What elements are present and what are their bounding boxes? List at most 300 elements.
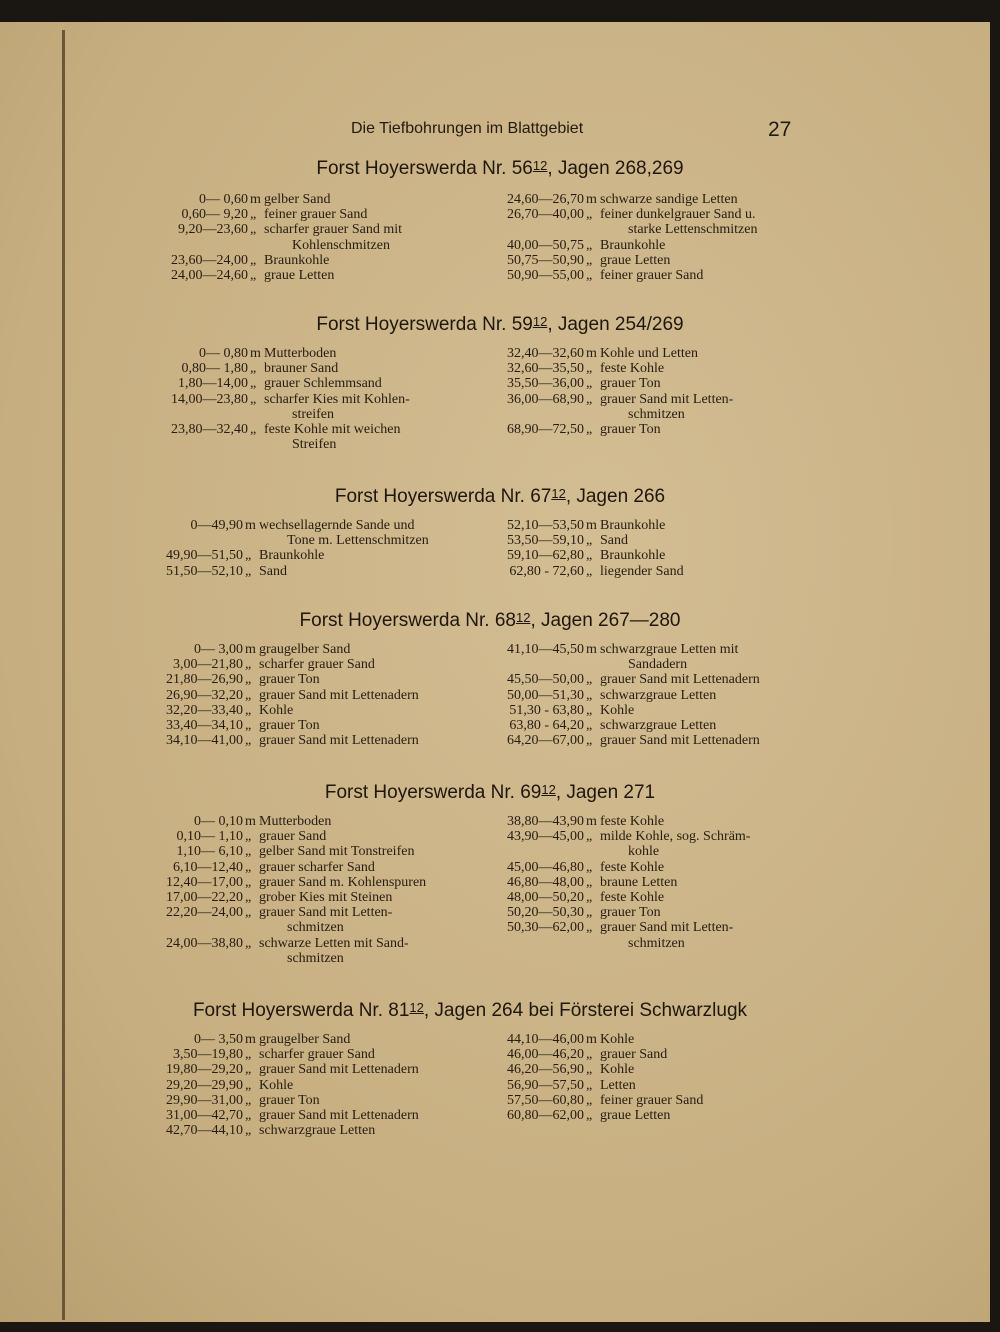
unit-mark: „: [586, 733, 593, 749]
right-layer-column: [507, 642, 760, 749]
layer-description: gelber Sand mit Tonstreifen: [259, 844, 415, 860]
layer-description: kohle: [628, 844, 660, 860]
right-layer-column: [507, 192, 758, 283]
layer-description: grauer Sand mit Lettenadern: [259, 1062, 419, 1078]
layer-description: schwarzgraue Letten: [600, 687, 717, 703]
unit-mark: „: [245, 1062, 252, 1078]
left-layer-column: [166, 642, 419, 749]
well-number: 81: [388, 1000, 410, 1021]
layer-row: [507, 361, 733, 377]
title-prefix: Forst Hoyerswerda Nr.: [192, 1000, 389, 1021]
layer-description: Kohle: [600, 1062, 635, 1078]
depth-range: 48,00—50,20: [507, 889, 584, 905]
left-layer-column: [166, 814, 427, 966]
depth-range: 3,00—21,80: [173, 657, 243, 673]
layer-description: streifen: [292, 406, 334, 422]
depth-range: 0—49,90: [190, 518, 243, 533]
layer-description: Tone m. Lettenschmitzen: [287, 533, 429, 549]
unit-mark: „: [250, 391, 257, 407]
layer-row: [245, 920, 426, 935]
depth-range: 46,20—56,90: [507, 1062, 584, 1078]
well-number: 69: [520, 782, 542, 803]
depth-range: 31,00—42,70: [166, 1107, 243, 1123]
layer-description: Kohle und Letten: [600, 346, 698, 361]
depth-range: 24,00—38,80: [166, 935, 243, 951]
left-layer-column: [171, 192, 402, 283]
layer-description: Braunkohle: [600, 518, 666, 533]
title-prefix: Forst Hoyerswerda Nr.: [316, 314, 512, 335]
layer-row: [166, 687, 419, 703]
unit-mark: „: [245, 717, 252, 733]
depth-range: 0— 3,50: [194, 1032, 243, 1047]
layer-description: grauer Ton: [259, 717, 320, 733]
depth-range: 56,90—57,50: [507, 1077, 584, 1093]
layer-description: schmitzen: [287, 920, 344, 936]
depth-range: 19,80—29,20: [166, 1062, 243, 1078]
layer-description: grober Kies mit Steinen: [259, 889, 393, 905]
section-title: [0, 782, 990, 804]
layer-description: feste Kohle: [600, 889, 665, 905]
depth-range: 44,10—46,00: [507, 1032, 584, 1047]
layer-description: Braunkohle: [259, 548, 325, 564]
layer-description: feste Kohle: [600, 814, 665, 829]
layer-description: grauer Ton: [600, 376, 661, 392]
well-number: 56: [511, 158, 533, 179]
left-layer-column: [166, 1032, 419, 1139]
layer-row: [507, 192, 757, 207]
depth-range: 0— 0,80: [199, 346, 248, 361]
title-prefix: Forst Hoyerswerda Nr.: [324, 782, 521, 803]
unit-mark: „: [586, 702, 593, 718]
depth-range: 51,50—52,10: [166, 563, 243, 579]
depth-range: 45,50—50,00: [507, 672, 584, 688]
unit-mark: m: [586, 1032, 597, 1047]
depth-range: 3,50—19,80: [173, 1047, 243, 1063]
title-suffix: , Jagen 267—280: [530, 610, 681, 631]
layer-description: Mutterboden: [264, 346, 337, 361]
layer-row: [509, 563, 684, 579]
layer-description: grauer Sand: [600, 1047, 668, 1063]
layer-row: [171, 421, 410, 437]
depth-range: 23,60—24,00: [171, 252, 248, 268]
depth-range: 29,90—31,00: [166, 1092, 243, 1108]
unit-mark: „: [245, 844, 252, 860]
layer-row: [166, 548, 429, 564]
layer-description: Kohle: [600, 702, 635, 718]
layer-description: grauer Ton: [600, 905, 661, 921]
depth-range: 38,80—43,90: [507, 814, 584, 829]
unit-mark: „: [586, 533, 593, 549]
layer-description: grauer Ton: [259, 1092, 320, 1108]
depth-range: 22,20—24,00: [166, 905, 243, 921]
unit-mark: m: [245, 1032, 256, 1047]
unit-mark: „: [586, 905, 593, 921]
unit-mark: „: [586, 207, 593, 223]
depth-range: 50,30—62,00: [507, 920, 584, 936]
layer-description: Sand: [259, 563, 287, 579]
layer-row: [507, 859, 750, 875]
layer-description: feiner grauer Sand: [264, 207, 368, 223]
unit-mark: „: [586, 672, 593, 688]
layer-row: [181, 361, 410, 377]
layer-description: grauer Schlemmsand: [264, 376, 382, 392]
section-title: [0, 610, 990, 632]
layer-row: [166, 672, 419, 688]
depth-range: 36,00—68,90: [507, 391, 584, 407]
well-number-fraction: 12: [409, 1000, 424, 1015]
layer-row: [586, 936, 750, 951]
layer-description: feiner dunkelgrauer Sand u.: [600, 207, 756, 223]
unit-mark: „: [245, 548, 252, 564]
layer-description: grauer Ton: [259, 672, 320, 688]
layer-description: Kohle: [600, 1032, 635, 1047]
unit-mark: „: [245, 563, 252, 579]
unit-mark: „: [245, 702, 252, 718]
page-sheet: [0, 22, 990, 1322]
well-number: 67: [530, 486, 552, 507]
unit-mark: „: [586, 376, 593, 392]
unit-mark: „: [586, 361, 593, 377]
right-layer-column: [507, 814, 751, 951]
depth-range: 50,00—51,30: [507, 687, 584, 703]
layer-row: [166, 1107, 419, 1123]
layer-row: [507, 1032, 703, 1047]
layer-row: [507, 1047, 703, 1063]
unit-mark: „: [245, 1077, 252, 1093]
unit-mark: „: [245, 1092, 252, 1108]
layer-row: [176, 829, 426, 845]
well-number-fraction: 12: [532, 158, 548, 173]
layer-description: grauer Sand mit Letten-: [259, 905, 393, 921]
layer-row: [166, 905, 426, 921]
unit-mark: „: [586, 237, 593, 253]
layer-description: graue Letten: [600, 1107, 671, 1123]
depth-range: 50,75—50,90: [507, 252, 584, 268]
layer-description: Braunkohle: [264, 252, 330, 268]
layer-description: grauer Sand mit Lettenadern: [259, 733, 419, 749]
unit-mark: m: [586, 192, 597, 207]
layer-row: [586, 407, 733, 422]
depth-range: 62,80 - 72,60: [509, 563, 584, 579]
layer-description: schwarzgraue Letten mit: [600, 642, 739, 657]
layer-description: feste Kohle mit weichen: [264, 421, 401, 437]
layer-row: [507, 533, 684, 549]
layer-row: [507, 1062, 703, 1078]
layer-row: [507, 889, 750, 905]
depth-range: 26,90—32,20: [166, 687, 243, 703]
unit-mark: „: [245, 829, 252, 845]
layer-row: [509, 717, 760, 733]
layer-description: schmitzen: [628, 935, 685, 951]
title-suffix: , Jagen 268,269: [547, 158, 684, 179]
gutter-shadow-line: [62, 30, 65, 1320]
unit-mark: m: [586, 814, 597, 829]
layer-description: schwarze Letten mit Sand-: [259, 935, 409, 951]
depth-range: 14,00—23,80: [171, 391, 248, 407]
depth-range: 51,30 - 63,80: [509, 702, 584, 718]
depth-range: 9,20—23,60: [178, 222, 248, 238]
unit-mark: „: [586, 548, 593, 564]
layer-description: grauer Sand m. Kohlenspuren: [259, 874, 427, 890]
layer-row: [507, 1107, 703, 1123]
unit-mark: „: [250, 207, 257, 223]
layer-row: [507, 905, 750, 921]
layer-row: [173, 1047, 419, 1063]
layer-description: graugelber Sand: [259, 642, 351, 657]
unit-mark: m: [245, 518, 256, 533]
depth-range: 0— 3,00: [194, 642, 243, 657]
section-title: [0, 1000, 970, 1022]
depth-range: 63,80 - 64,20: [509, 717, 584, 733]
layer-description: graue Letten: [264, 267, 335, 283]
unit-mark: „: [250, 421, 257, 437]
layer-description: grauer Sand: [259, 829, 327, 845]
depth-range: 64,20—67,00: [507, 733, 584, 749]
layer-row: [166, 702, 419, 718]
layer-row: [507, 421, 733, 437]
layer-row: [166, 1077, 419, 1093]
layer-row: [507, 391, 734, 407]
right-layer-column: [507, 518, 684, 579]
depth-range: 0— 0,10: [194, 814, 243, 829]
depth-range: 53,50—59,10: [507, 533, 584, 549]
depth-range: 46,00—46,20: [507, 1047, 584, 1063]
unit-mark: „: [586, 717, 593, 733]
depth-range: 33,40—34,10: [166, 717, 243, 733]
layer-row: [178, 376, 410, 392]
layer-description: Sandadern: [628, 657, 688, 673]
layer-row: [507, 267, 757, 283]
depth-range: 12,40—17,00: [166, 874, 243, 890]
layer-description: scharfer grauer Sand mit: [264, 222, 402, 238]
depth-range: 50,90—55,00: [507, 267, 584, 283]
layer-description: grauer Sand mit Lettenadern: [600, 672, 760, 688]
unit-mark: m: [586, 642, 597, 657]
layer-row: [166, 889, 426, 905]
unit-mark: „: [586, 920, 593, 936]
unit-mark: m: [586, 346, 597, 361]
layer-row: [245, 533, 429, 548]
unit-mark: „: [586, 1107, 593, 1123]
running-title: Die Tiefbohrungen im Blattgebiet: [351, 120, 584, 137]
layer-description: scharfer Kies mit Kohlen-: [264, 391, 410, 407]
unit-mark: „: [245, 935, 252, 951]
layer-row: [194, 814, 426, 829]
depth-range: 32,20—33,40: [166, 702, 243, 718]
layer-row: [507, 518, 684, 533]
unit-mark: „: [586, 829, 593, 845]
unit-mark: „: [586, 391, 593, 407]
unit-mark: m: [586, 518, 597, 533]
layer-row: [194, 1032, 419, 1047]
depth-range: 24,00—24,60: [171, 267, 248, 283]
unit-mark: „: [586, 889, 593, 905]
unit-mark: m: [245, 814, 256, 829]
layer-row: [199, 192, 402, 207]
layer-description: Streifen: [292, 437, 337, 453]
layer-row: [166, 733, 419, 749]
depth-range: 0,10— 1,10: [176, 829, 243, 845]
layer-row: [507, 237, 757, 253]
depth-range: 24,60—26,70: [507, 192, 584, 207]
layer-description: Braunkohle: [600, 237, 666, 253]
layer-row: [178, 222, 402, 238]
layer-description: grauer Ton: [600, 421, 661, 437]
depth-range: 42,70—44,10: [166, 1123, 243, 1139]
layer-description: schmitzen: [628, 406, 685, 422]
depth-range: 1,80—14,00: [178, 376, 248, 392]
unit-mark: m: [250, 192, 261, 207]
layer-description: graue Letten: [600, 252, 671, 268]
layer-row: [507, 252, 757, 268]
depth-range: 46,80—48,00: [507, 874, 584, 890]
layer-description: milde Kohle, sog. Schräm-: [600, 829, 751, 845]
unit-mark: „: [245, 657, 252, 673]
layer-row: [507, 207, 757, 223]
unit-mark: „: [245, 687, 252, 703]
layer-description: grauer Sand mit Letten-: [600, 391, 734, 407]
layer-row: [176, 844, 426, 860]
title-suffix: , Jagen 271: [555, 782, 656, 803]
depth-range: 1,10— 6,10: [176, 844, 243, 860]
unit-mark: „: [586, 874, 593, 890]
layer-row: [171, 267, 402, 283]
title-suffix: , Jagen 264 bei Försterei Schwarzlugk: [423, 1000, 748, 1021]
unit-mark: „: [586, 1062, 593, 1078]
unit-mark: „: [586, 421, 593, 437]
layer-row: [586, 657, 760, 672]
unit-mark: „: [245, 1107, 252, 1123]
depth-range: 59,10—62,80: [507, 548, 584, 564]
unit-mark: „: [586, 859, 593, 875]
layer-description: schwarzgraue Letten: [600, 717, 717, 733]
depth-range: 32,40—32,60: [507, 346, 584, 361]
layer-description: Braunkohle: [600, 548, 666, 564]
unit-mark: „: [245, 1123, 252, 1139]
layer-description: Kohle: [259, 1077, 294, 1093]
layer-row: [250, 238, 402, 253]
layer-description: Kohle: [259, 702, 294, 718]
depth-range: 49,90—51,50: [166, 548, 243, 564]
layer-description: brauner Sand: [264, 361, 339, 377]
layer-row: [509, 702, 760, 718]
unit-mark: „: [245, 889, 252, 905]
depth-range: 35,50—36,00: [507, 376, 584, 392]
right-layer-column: [507, 346, 734, 437]
unit-mark: „: [250, 222, 257, 238]
layer-description: schwarzgraue Letten: [259, 1123, 376, 1139]
layer-description: scharfer grauer Sand: [259, 1047, 375, 1063]
layer-row: [166, 717, 419, 733]
layer-row: [250, 407, 410, 422]
layer-row: [507, 814, 750, 829]
depth-range: 23,80—32,40: [171, 421, 248, 437]
section-title: [0, 314, 1000, 336]
well-number-fraction: 12: [551, 486, 566, 501]
well-number: 68: [494, 610, 516, 631]
layer-row: [586, 222, 757, 237]
unit-mark: „: [250, 361, 257, 377]
section-title: [0, 158, 1000, 180]
depth-range: 41,10—45,50: [507, 642, 584, 657]
layer-row: [507, 733, 760, 749]
depth-range: 45,00—46,80: [507, 859, 584, 875]
layer-description: feiner grauer Sand: [600, 1092, 704, 1108]
layer-row: [166, 1092, 419, 1108]
left-layer-column: [171, 346, 410, 453]
right-layer-column: [507, 1032, 704, 1123]
depth-range: 21,80—26,90: [166, 672, 243, 688]
layer-row: [507, 874, 750, 890]
layer-row: [194, 642, 419, 657]
layer-row: [586, 844, 750, 859]
layer-description: Sand: [600, 533, 628, 549]
layer-description: Mutterboden: [259, 814, 332, 829]
unit-mark: „: [586, 687, 593, 703]
title-prefix: Forst Hoyerswerda Nr.: [316, 158, 512, 179]
layer-row: [166, 1062, 419, 1078]
depth-range: 32,60—35,50: [507, 361, 584, 377]
page-header: [0, 118, 1000, 146]
well-number-fraction: 12: [541, 782, 556, 797]
title-prefix: Forst Hoyerswerda Nr.: [299, 610, 495, 631]
unit-mark: „: [245, 672, 252, 688]
layer-row: [507, 346, 733, 361]
unit-mark: „: [245, 733, 252, 749]
layer-row: [181, 207, 402, 223]
layer-description: scharfer grauer Sand: [259, 657, 375, 673]
layer-row: [507, 920, 750, 936]
layer-description: feste Kohle: [600, 859, 665, 875]
layer-description: feiner grauer Sand: [600, 267, 704, 283]
layer-description: grauer Sand mit Lettenadern: [259, 1107, 419, 1123]
depth-range: 50,20—50,30: [507, 905, 584, 921]
layer-row: [507, 687, 760, 703]
layer-description: Kohlenschmitzen: [292, 237, 390, 253]
layer-description: braune Letten: [600, 874, 678, 890]
depth-range: 60,80—62,00: [507, 1107, 584, 1123]
depth-range: 0,80— 1,80: [181, 361, 248, 377]
layer-row: [166, 874, 427, 890]
layer-description: schwarze sandige Letten: [600, 192, 738, 207]
well-number: 59: [511, 314, 533, 335]
depth-range: 17,00—22,20: [166, 889, 243, 905]
depth-range: 29,20—29,90: [166, 1077, 243, 1093]
layer-row: [171, 252, 402, 268]
layer-row: [507, 548, 684, 564]
layer-description: grauer Sand mit Lettenadern: [259, 687, 419, 703]
layer-row: [173, 657, 419, 673]
unit-mark: „: [245, 905, 252, 921]
unit-mark: m: [250, 346, 261, 361]
depth-range: 43,90—45,00: [507, 829, 584, 845]
layer-row: [166, 1123, 419, 1139]
well-number-fraction: 12: [515, 610, 531, 625]
layer-description: gelber Sand: [264, 192, 331, 207]
layer-row: [166, 563, 429, 579]
unit-mark: „: [250, 376, 257, 392]
unit-mark: m: [245, 642, 256, 657]
layer-row: [507, 642, 760, 657]
unit-mark: „: [245, 859, 252, 875]
layer-row: [171, 391, 410, 407]
depth-range: 0,60— 9,20: [181, 207, 248, 223]
title-suffix: , Jagen 254/269: [547, 314, 684, 335]
unit-mark: „: [586, 267, 593, 283]
unit-mark: „: [586, 1047, 593, 1063]
depth-range: 0— 0,60: [199, 192, 248, 207]
layer-description: graugelber Sand: [259, 1032, 351, 1047]
